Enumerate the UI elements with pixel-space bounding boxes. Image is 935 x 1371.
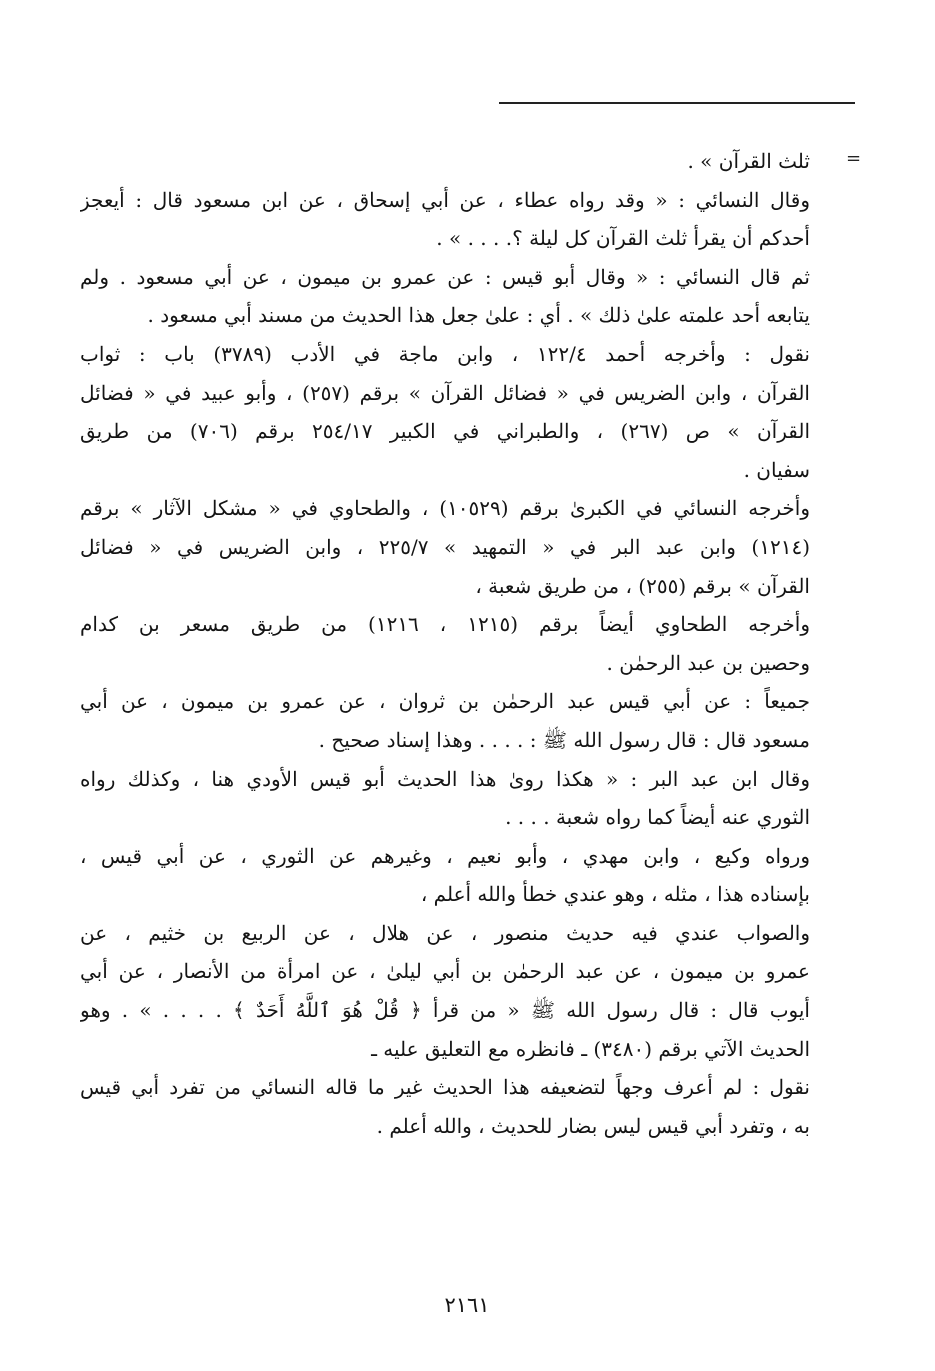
text-line: القرآن » برقم (٢٥٥) ، من طريق شعبة ، — [475, 573, 810, 598]
footnote-separator-rule — [499, 102, 855, 104]
text-line: عمرو بن ميمون ، عن عبد الرحمٰن بن أبي ليلىٰ ، عن امرأة من الأنصار ، عن أبي — [80, 959, 810, 984]
text-line: به ، وتفرد أبي قيس ليس بضار للحديث ، والله أعلم . — [376, 1113, 810, 1138]
text-line: أيوب قال : قال رسول الله ﷺ « من قرأ ﴿ قُلْ هُوَ ٱللَّهُ أَحَدٌ ﴾ . . . . » . وهو — [80, 998, 810, 1023]
text-line: ثلث القرآن » . — [687, 149, 810, 173]
text-line: وقال النسائي : « وقد رواه عطاء ، عن أبي إسحاق ، عن ابن مسعود قال : أيعجز — [80, 187, 810, 212]
text-line: ثم قال النسائي : « وقال أبو قيس : عن عمرو بن ميمون ، عن أبي مسعود . ولم — [80, 264, 810, 289]
text-line: جميعاً : عن أبي قيس عبد الرحمٰن بن ثروان ، عن عمرو بن ميمون ، عن أبي — [80, 689, 810, 714]
text-line: الحديث الآتي برقم (٣٤٨٠) ـ فانظره مع التعليق عليه ـ — [371, 1036, 810, 1061]
text-line: وأخرجه الطحاوي أيضاً برقم (١٢١٥ ، ١٢١٦) من طريق مسعر بن كدام — [80, 612, 810, 637]
text-line: الثوري عنه أيضاً كما رواه شعبة . . . . — [505, 805, 810, 830]
text-line: والصواب عندي فيه حديث منصور ، عن هلال ، عن الربيع بن خثيم ، عن — [80, 920, 810, 945]
page-number: ٢١٦١ — [444, 1293, 490, 1317]
text-line: نقول : لم أعرف وجهاً لتضعيفه هذا الحديث غير ما قاله النسائي من تفرد أبي قيس — [80, 1075, 810, 1100]
text-line: مسعود قال : قال رسول الله ﷺ : . . . . وهذا إسناد صحيح . — [318, 727, 810, 752]
continuation-mark: = — [846, 148, 862, 169]
text-line: أحدكم أن يقرأ ثلث القرآن كل ليلة ؟. . . . » . — [436, 226, 810, 251]
text-line: القرآن ، وابن الضريس في « فضائل القرآن » برقم (٢٥٧) ، وأبو عبيد في « فضائل — [80, 380, 810, 405]
text-line: بإسناده هذا ، مثله ، وهو عندي خطأ والله أعلم ، — [420, 882, 810, 907]
text-line: ورواه وكيع ، وابن مهدي ، وأبو نعيم ، وغيرهم عن الثوري ، عن أبي قيس ، — [80, 843, 810, 868]
text-line: وقال ابن عبد البر : « هكذا روىٰ هذا الحديث أبو قيس الأودي هنا ، وكذلك رواه — [80, 766, 810, 791]
text-line: نقول : وأخرجه أحمد ١٢٢/٤ ، وابن ماجة في الأدب (٣٧٨٩) باب : ثواب — [80, 341, 810, 366]
text-line: القرآن » ص (٢٦٧) ، والطبراني في الكبير ٢٥٤/١٧ برقم (٧٠٦) من طريق — [80, 419, 810, 444]
text-line: سفيان . — [743, 457, 810, 482]
text-line: وأخرجه النسائي في الكبرىٰ برقم (١٠٥٢٩) ، والطحاوي في « مشكل الآثار » برقم — [80, 496, 810, 521]
text-line: وحصين بن عبد الرحمٰن . — [606, 650, 810, 675]
text-line: (١٢١٤) وابن عبد البر في « التمهيد » ٢٢٥/٧ ، وابن الضريس في « فضائل — [80, 534, 810, 559]
text-line: يتابعه أحد علمته علىٰ ذلك » . أي : علىٰ جعل هذا الحديث من مسند أبي مسعود . — [147, 303, 810, 328]
footnote-text-block — [80, 142, 810, 1145]
